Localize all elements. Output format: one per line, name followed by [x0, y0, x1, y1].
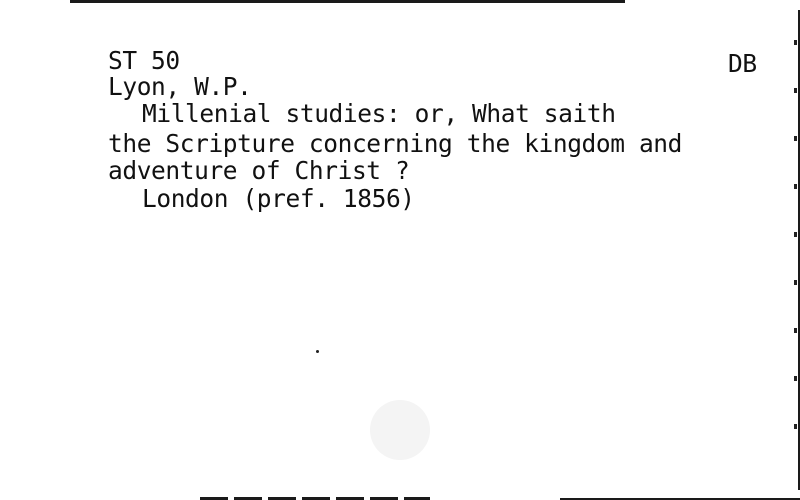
- author-heading: Lyon, W.P.: [108, 72, 252, 101]
- card-edge-top: [70, 0, 625, 3]
- title-line-3: adventure of Christ ?: [108, 156, 410, 185]
- ink-speck: [316, 350, 319, 353]
- card-edge-marks: [794, 40, 797, 460]
- title-line-2: the Scripture concerning the kingdom and: [108, 129, 683, 158]
- location-code: DB: [728, 49, 757, 78]
- call-number: ST 50: [108, 46, 180, 75]
- card-punch-hole: [370, 400, 430, 460]
- title-line-1: Millenial studies: or, What saith: [142, 99, 616, 128]
- imprint: London (pref. 1856): [142, 184, 415, 213]
